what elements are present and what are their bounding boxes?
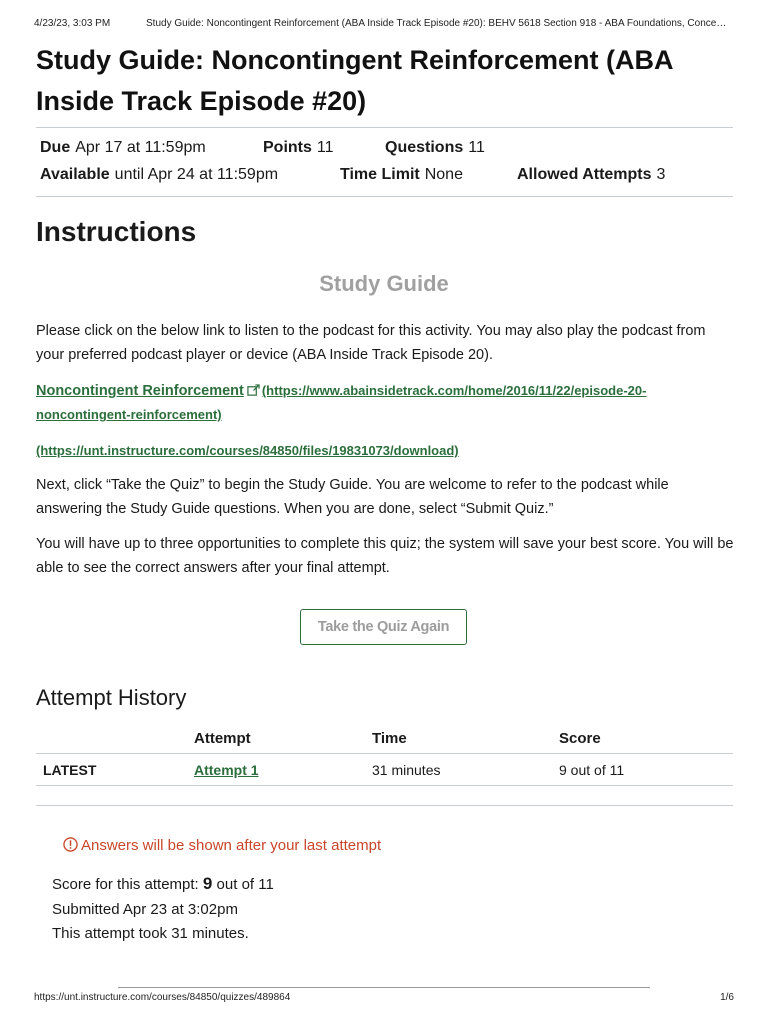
attempt-1-link[interactable]: Attempt 1: [194, 762, 259, 778]
page-number: 1/6: [720, 992, 734, 1003]
study-guide-heading: Study Guide: [319, 271, 449, 296]
allowed-attempts: Allowed Attempts 3: [517, 166, 666, 183]
instructions-paragraph-1: Please click on the below link to listen to the podcast for this activity. You may also play the podcast from your preferred podcast player or device (ABA Inside Track Episode 20).: [36, 323, 706, 363]
footer-divider: [118, 987, 650, 988]
result-divider: [36, 805, 733, 806]
external-link-icon: [247, 384, 260, 397]
table-bottom-divider: [36, 785, 733, 786]
print-header: [34, 18, 734, 29]
footer-url: https://unt.instructure.com/courses/84850/quizzes/489864: [34, 992, 291, 1003]
available-until: Available until Apr 24 at 11:59pm: [40, 166, 279, 183]
points: Points 11: [263, 139, 334, 156]
meta-bottom-divider: [36, 196, 733, 197]
attempt-time: 31 minutes: [372, 762, 441, 778]
instructions-paragraph-2: Next, click “Take the Quiz” to begin the Study Guide. You are welcome to refer to the podcast while answering the Study Guide questions. When you are done, select “Submit Quiz.”: [36, 477, 669, 517]
podcast-url-link[interactable]: (https://www.abainsidetrack.com/home/2016/11/22/episode-20-noncontingent-reinforcement): [36, 383, 647, 422]
column-header-score: Score: [559, 730, 601, 747]
instructions-heading: Instructions: [36, 216, 197, 247]
attempt-duration: This attempt took 31 minutes.: [52, 925, 249, 942]
time-limit: Time Limit None: [340, 166, 463, 183]
latest-tag: LATEST: [43, 762, 97, 778]
instructions-paragraph-3: You will have up to three opportunities to complete this quiz; the system will save your best score. You will be able to see the correct answers after your final attempt.: [36, 536, 734, 576]
podcast-link-block: [36, 379, 736, 426]
attempt-history-heading: Attempt History: [36, 685, 187, 710]
print-doc-title: Study Guide: Noncontingent Reinforcement (ABA Inside Track Episode #20): BEHV 5618 Section 918 - ABA Foundations, Conce…: [146, 18, 727, 29]
due-date: Due Apr 17 at 11:59pm: [40, 139, 206, 156]
podcast-link[interactable]: Noncontingent Reinforcement: [36, 383, 244, 399]
page-title: Study Guide: Noncontingent Reinforcement (ABA Inside Track Episode #20): [36, 45, 673, 116]
download-url-link[interactable]: (https://unt.instructure.com/courses/84850/files/19831073/download): [36, 443, 459, 458]
answers-warning: [63, 837, 381, 854]
meta-top-divider: [36, 127, 733, 128]
print-footer: [34, 992, 734, 1003]
attempt-score-line: Score for this attempt: 9 out of 11: [52, 874, 274, 893]
table-header-divider: [36, 753, 733, 754]
column-header-time: Time: [372, 730, 407, 747]
attempt-score: 9 out of 11: [559, 762, 625, 778]
submitted-time: Submitted Apr 23 at 3:02pm: [52, 901, 238, 918]
take-quiz-again-button[interactable]: Take the Quiz Again: [300, 609, 467, 645]
download-link-block: [36, 439, 736, 462]
score-value: 9: [202, 874, 213, 893]
print-timestamp: 4/23/23, 3:03 PM: [34, 18, 111, 29]
warning-text: Answers will be shown after your last attempt: [81, 837, 382, 854]
questions: Questions 11: [385, 139, 485, 156]
column-header-attempt: Attempt: [194, 730, 251, 747]
warning-icon: [63, 837, 78, 852]
